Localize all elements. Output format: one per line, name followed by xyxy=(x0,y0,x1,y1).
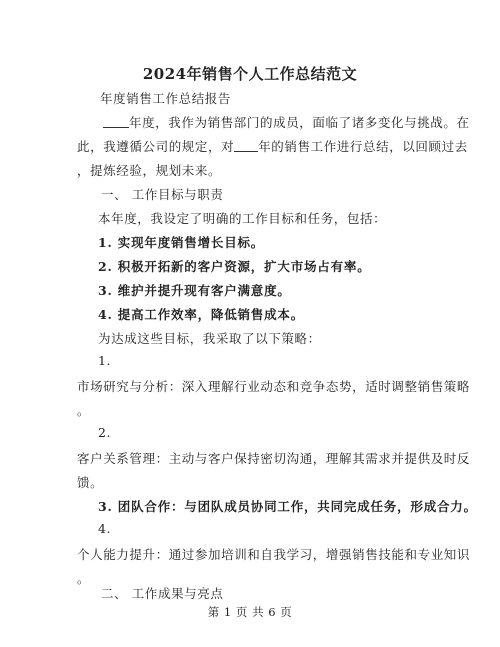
blank-year-underline-2 xyxy=(234,139,258,152)
strategy-1-tail: 。 xyxy=(77,403,91,418)
goal-item-3: 3. 维护并提升现有客户满意度。 xyxy=(98,283,291,298)
document-title: 2024年销售个人工作总结范文 xyxy=(142,65,358,83)
intro-line-2-text-b: 年的销售工作进行总结，以回顾过去 xyxy=(258,139,468,154)
section-2-heading: 二、 工作成果与亮点 xyxy=(101,586,224,601)
strategy-4-number: 4. xyxy=(98,521,112,536)
intro-line-2 xyxy=(77,137,468,155)
goal-item-1: 1. 实现年度销售增长目标。 xyxy=(98,235,265,250)
strategy-2-number: 2. xyxy=(98,425,112,440)
section-1-intro: 本年度，我设定了明确的工作目标和任务，包括： xyxy=(98,211,387,226)
strategy-3: 3. 团队合作：与团队成员协同工作，共同完成任务，形成合力。 xyxy=(98,499,477,514)
strategy-2-tail: 馈。 xyxy=(77,475,104,490)
blank-year-underline xyxy=(103,115,129,128)
strategy-1-text: 市场研究与分析：深入理解行业动态和竞争态势，适时调整销售策略 xyxy=(77,379,471,394)
goal-item-2: 2. 积极开拓新的客户资源，扩大市场占有率。 xyxy=(98,259,371,274)
strategy-1-number: 1. xyxy=(98,353,112,368)
strategy-intro: 为达成这些目标，我采取了以下策略： xyxy=(98,331,321,346)
intro-line-1-text: 年度，我作为销售部门的成员，面临了诸多变化与挑战。在 xyxy=(129,115,470,130)
goal-item-4: 4. 提高工作效率，降低销售成本。 xyxy=(98,307,305,322)
subtitle: 年度销售工作总结报告 xyxy=(100,91,232,106)
intro-line-3: ，提炼经验，规划未来。 xyxy=(77,163,222,178)
intro-line-1 xyxy=(103,113,470,131)
strategy-4-text: 个人能力提升：通过参加培训和自我学习，增强销售技能和专业知识 xyxy=(77,547,471,562)
page-footer: 第 1 页 共 6 页 xyxy=(207,605,293,619)
strategy-2-text: 客户关系管理：主动与客户保持密切沟通，理解其需求并提供及时反 xyxy=(77,451,471,466)
section-1-heading: 一、 工作目标与职责 xyxy=(101,187,224,202)
strategy-4-tail: 。 xyxy=(77,571,91,586)
intro-line-2-text-a: 此，我遵循公司的规定，对 xyxy=(77,139,235,154)
